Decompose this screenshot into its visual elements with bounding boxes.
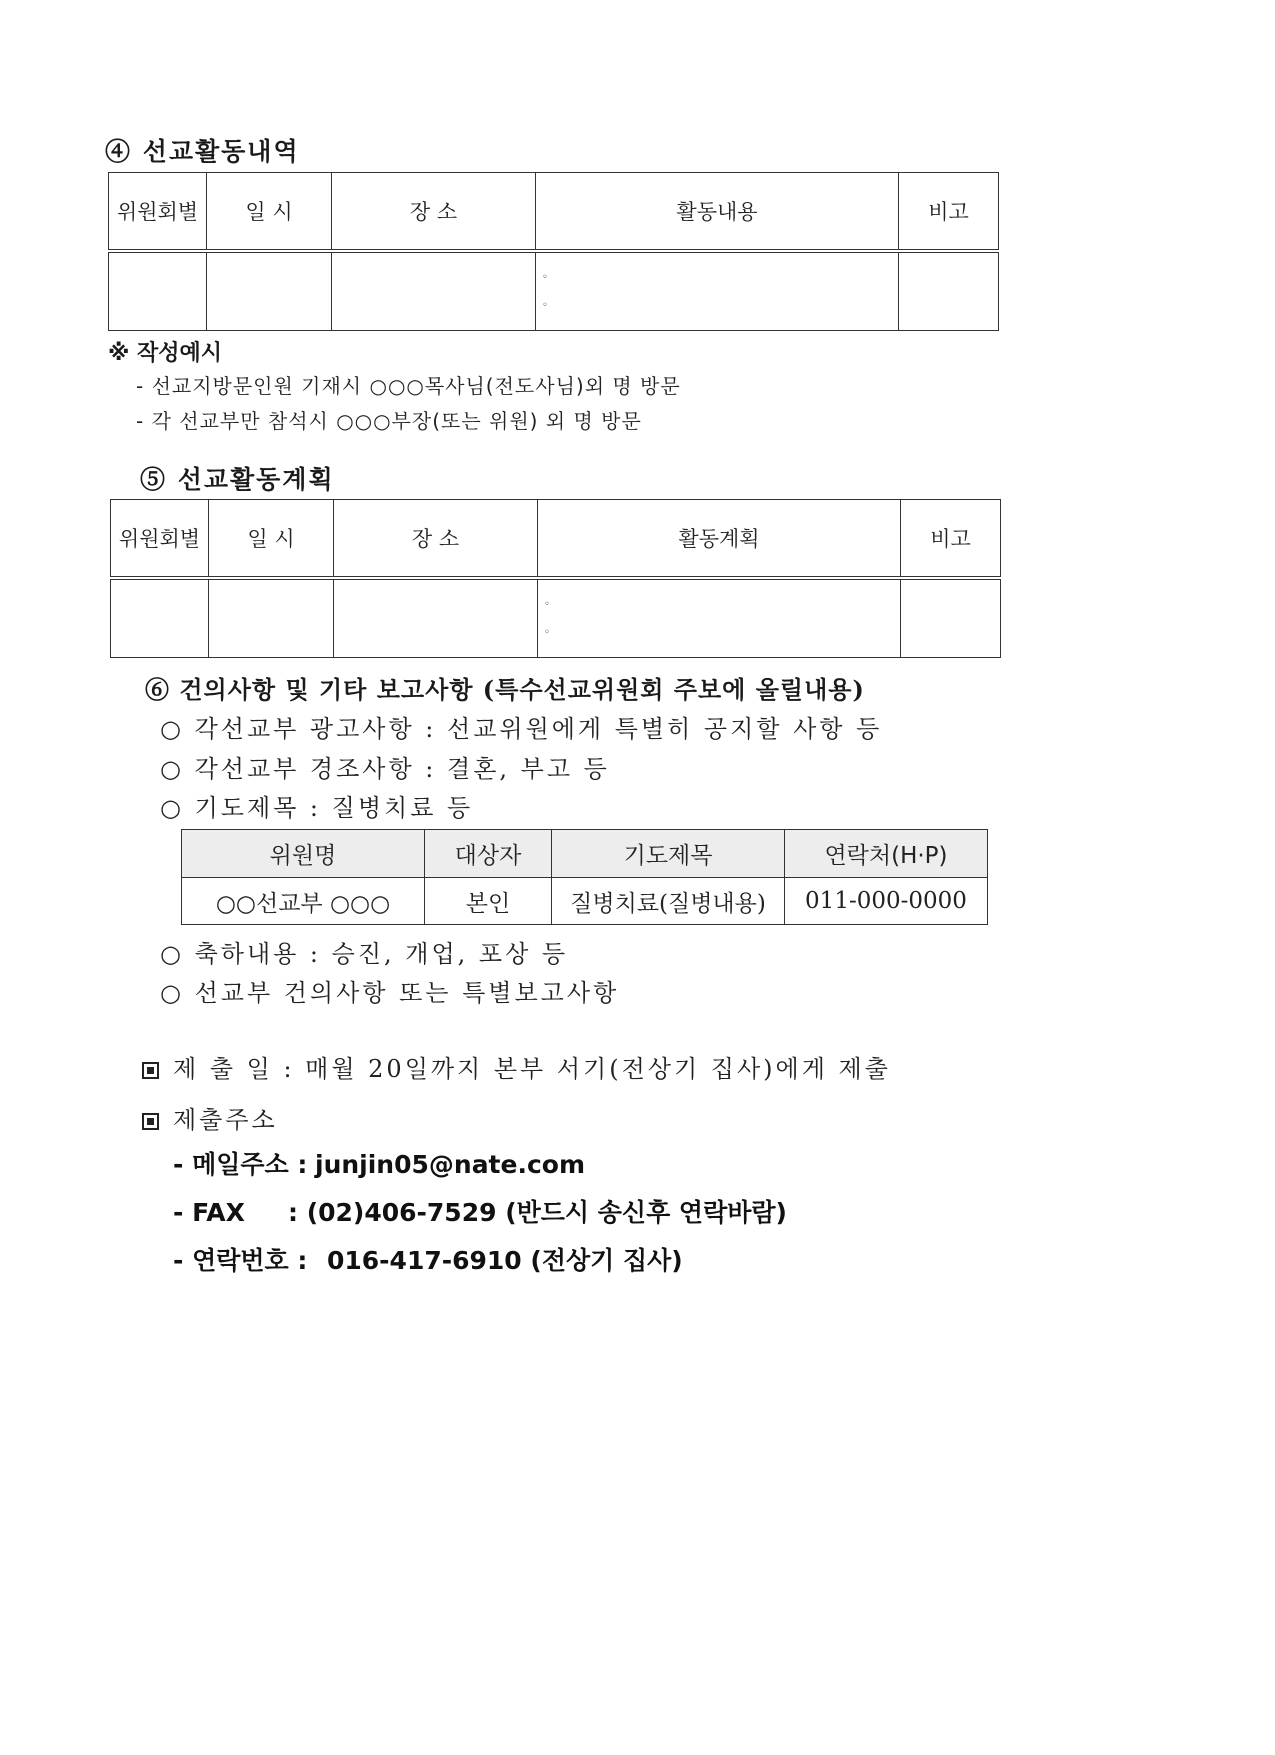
cell-remarks[interactable] bbox=[899, 251, 999, 331]
email-label: - 메일주소 : bbox=[173, 1150, 308, 1179]
table-row bbox=[182, 878, 988, 925]
header-committee: 위원회별 bbox=[109, 173, 207, 252]
phone-line bbox=[173, 1241, 683, 1277]
submission-date-text: 제 출 일 : 매월 20일까지 본부 서기(전상기 집사)에게 제출 bbox=[173, 1055, 891, 1083]
email-line bbox=[173, 1145, 585, 1181]
header-remarks: 비고 bbox=[899, 173, 999, 252]
cell-prayer-topic: 질병치료(질병내용) bbox=[552, 878, 785, 925]
fax-value: : (02)406-7529 (반드시 송신후 연락바람) bbox=[288, 1198, 787, 1227]
list-item: ○ 축하내용 : 승진, 개업, 포상 등 bbox=[160, 940, 569, 968]
bullet-point: ◦ bbox=[542, 271, 548, 283]
email-value[interactable]: junjin05@nate.com bbox=[315, 1150, 586, 1179]
header-committee: 위원회별 bbox=[111, 500, 209, 579]
header-contact: 연락처(H·P) bbox=[785, 830, 988, 878]
cell-place[interactable] bbox=[332, 251, 536, 331]
table-header-row bbox=[182, 830, 988, 878]
section-4-title: ④ 선교활동내역 bbox=[105, 137, 300, 166]
cell-datetime[interactable] bbox=[209, 578, 334, 658]
table-header-row bbox=[109, 173, 999, 252]
submission-address-heading bbox=[142, 1100, 278, 1135]
list-item: ○ 각선교부 광고사항 : 선교위원에게 특별히 공지할 사항 등 bbox=[160, 715, 883, 743]
cell-activity-content[interactable] bbox=[536, 251, 899, 331]
section-5-title: ⑤ 선교활동계획 bbox=[140, 465, 335, 494]
header-datetime: 일 시 bbox=[207, 173, 332, 252]
header-activity-plan: 활동계획 bbox=[538, 500, 901, 579]
phone-value: 016-417-6910 (전상기 집사) bbox=[327, 1246, 683, 1275]
checkbox-square-icon bbox=[142, 1062, 159, 1079]
header-place: 장 소 bbox=[334, 500, 538, 579]
fax-line bbox=[173, 1193, 787, 1229]
activity-history-table bbox=[108, 172, 999, 331]
header-prayer-topic: 기도제목 bbox=[552, 830, 785, 878]
section-6-title: ⑥ 건의사항 및 기타 보고사항 (특수선교위원회 주보에 올릴내용) bbox=[145, 675, 865, 704]
cell-target: 본인 bbox=[425, 878, 552, 925]
bullet-point: ◦ bbox=[542, 299, 548, 311]
cell-contact: 011-000-0000 bbox=[785, 878, 988, 925]
table-row bbox=[109, 251, 999, 331]
activity-plan-table bbox=[110, 499, 1001, 658]
header-member-name: 위원명 bbox=[182, 830, 425, 878]
cell-member-name: ○○선교부 ○○○ bbox=[215, 890, 391, 917]
header-remarks: 비고 bbox=[901, 500, 1001, 579]
list-item: ○ 선교부 건의사항 또는 특별보고사항 bbox=[160, 979, 620, 1007]
list-item: ○ 기도제목 : 질병치료 등 bbox=[160, 794, 474, 822]
checkbox-square-icon bbox=[142, 1113, 159, 1130]
header-place: 장 소 bbox=[332, 173, 536, 252]
cell-datetime[interactable] bbox=[207, 251, 332, 331]
bullet-point: ◦ bbox=[544, 626, 550, 638]
submission-date-line bbox=[142, 1049, 891, 1084]
prayer-request-table bbox=[181, 829, 988, 925]
fax-label: - FAX bbox=[173, 1198, 245, 1227]
phone-label: - 연락번호 : bbox=[173, 1246, 308, 1275]
list-item: ○ 각선교부 경조사항 : 결혼, 부고 등 bbox=[160, 755, 610, 783]
example-line: - 선교지방문인원 기재시 ○○○목사님(전도사님)외 명 방문 bbox=[136, 374, 681, 398]
cell-committee[interactable] bbox=[109, 251, 207, 331]
table-row bbox=[111, 578, 1001, 658]
header-target: 대상자 bbox=[425, 830, 552, 878]
cell-place[interactable] bbox=[334, 578, 538, 658]
example-heading: ※ 작성예시 bbox=[108, 341, 223, 366]
bullet-point: ◦ bbox=[544, 598, 550, 610]
cell-activity-plan[interactable] bbox=[538, 578, 901, 658]
submission-address-text: 제출주소 bbox=[173, 1106, 278, 1134]
header-datetime: 일 시 bbox=[209, 500, 334, 579]
table-header-row bbox=[111, 500, 1001, 579]
cell-remarks[interactable] bbox=[901, 578, 1001, 658]
cell-committee[interactable] bbox=[111, 578, 209, 658]
example-line: - 각 선교부만 참석시 ○○○부장(또는 위원) 외 명 방문 bbox=[136, 409, 642, 433]
header-activity-content: 활동내용 bbox=[536, 173, 899, 252]
